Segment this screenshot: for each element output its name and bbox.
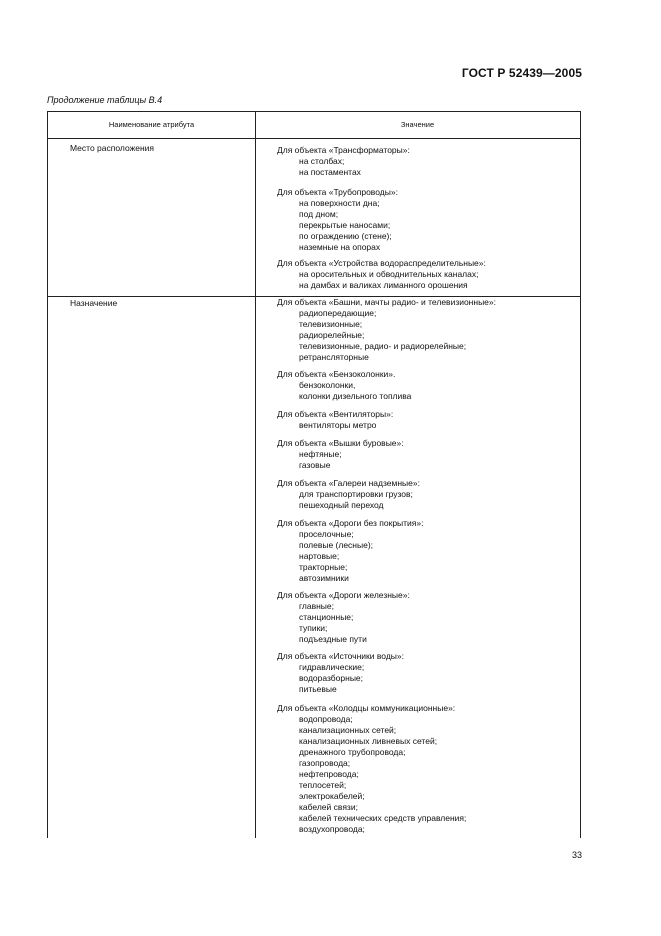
value-item: по ограждению (стене); — [299, 231, 392, 241]
value-item: ретрансляторные — [299, 352, 369, 362]
value-item: теплосетей; — [299, 780, 347, 790]
value-group-title: Для объекта «Источники воды»: — [277, 651, 404, 661]
value-item: тупики; — [299, 623, 328, 633]
table-header-row — [48, 112, 580, 139]
value-item: дренажного трубопровода; — [299, 747, 406, 757]
value-item: нартовые; — [299, 551, 340, 561]
value-group-title: Для объекта «Вышки буровые»: — [277, 438, 404, 448]
value-item: электрокабелей; — [299, 791, 365, 801]
value-group — [277, 518, 424, 584]
value-group-title: Для объекта «Устройства водораспределительные»: — [277, 258, 486, 268]
value-item: телевизионные, радио- и радиорелейные; — [299, 341, 467, 351]
value-item: на поверхности дна; — [299, 198, 380, 208]
value-item: кабелей технических средств управления; — [299, 813, 467, 823]
value-item: канализационных сетей; — [299, 725, 397, 735]
value-item: на столбах; — [299, 156, 345, 166]
value-item: нефтепровода; — [299, 769, 359, 779]
value-item: газопровода; — [299, 758, 351, 768]
value-item: колонки дизельного топлива — [299, 391, 412, 401]
value-item: радиорелейные; — [299, 330, 365, 340]
value-item: на дамбах и валиках лиманного орошения — [299, 280, 468, 290]
value-group-title: Для объекта «Трансформаторы»: — [277, 145, 410, 155]
value-item: вентиляторы метро — [299, 420, 377, 430]
value-item: воздухопровода; — [299, 824, 365, 834]
value-item: автозимники — [299, 573, 349, 583]
document-standard-header: ГОСТ Р 52439—2005 — [461, 66, 582, 80]
value-item: бензоколонки, — [299, 380, 356, 390]
value-group — [277, 590, 410, 645]
value-item: перекрытые наносами; — [299, 220, 391, 230]
page-number: 33 — [571, 850, 582, 860]
value-item: на оросительных и обводнительных каналах; — [299, 269, 479, 279]
column-divider — [255, 112, 256, 838]
value-group-title: Для объекта «Башни, мачты радио- и телевизионные»: — [277, 297, 496, 307]
attribute-name: Назначение — [70, 298, 118, 308]
value-item: канализационных ливневых сетей; — [299, 736, 438, 746]
value-item: пешеходный переход — [299, 500, 384, 510]
value-group — [277, 145, 410, 178]
value-item: водопровода; — [299, 714, 353, 724]
attribute-table — [47, 111, 581, 838]
value-item: для транспортировки грузов; — [299, 489, 413, 499]
table-caption: Продолжение таблицы В.4 — [47, 95, 163, 105]
value-item: кабелей связи; — [299, 802, 358, 812]
attribute-name: Место расположения — [70, 143, 155, 153]
value-item: проселочные; — [299, 529, 354, 539]
value-item: нефтяные; — [299, 449, 342, 459]
value-group — [277, 187, 398, 253]
value-group — [277, 478, 420, 511]
value-group-title: Для объекта «Дороги без покрытия»: — [277, 518, 424, 528]
value-group-title: Для объекта «Вентиляторы»: — [277, 409, 394, 419]
column-header-value: Значение — [400, 120, 435, 129]
value-item: полевые (лесные); — [299, 540, 374, 550]
value-group-title: Для объекта «Дороги железные»: — [277, 590, 410, 600]
value-group — [277, 409, 393, 431]
value-item: главные; — [299, 601, 335, 611]
value-item: тракторные; — [299, 562, 348, 572]
value-item: гидравлические; — [299, 662, 365, 672]
value-group — [277, 703, 466, 835]
value-group-title: Для объекта «Трубопроводы»: — [277, 187, 398, 197]
value-item: наземные на опорах — [299, 242, 381, 252]
value-item: телевизионные; — [299, 319, 363, 329]
value-group — [277, 651, 404, 695]
value-item: питьевые — [299, 684, 337, 694]
value-group-title: Для объекта «Галереи надземные»: — [277, 478, 420, 488]
value-item: станционные; — [299, 612, 354, 622]
value-group — [277, 258, 486, 291]
value-item: подъездные пути — [299, 634, 367, 644]
value-group-title: Для объекта «Колодцы коммуникационные»: — [277, 703, 456, 713]
value-group-title: Для объекта «Бензоколонки». — [277, 369, 396, 379]
value-item: под дном; — [299, 209, 339, 219]
value-item: газовые — [299, 460, 331, 470]
column-header-attribute: Наименование атрибута — [108, 120, 195, 129]
value-item: на постаментах — [299, 167, 361, 177]
value-group — [277, 297, 496, 363]
value-item: водоразборные; — [299, 673, 364, 683]
value-group — [277, 438, 404, 471]
value-group — [277, 369, 411, 402]
value-item: радиопередающие; — [299, 308, 377, 318]
